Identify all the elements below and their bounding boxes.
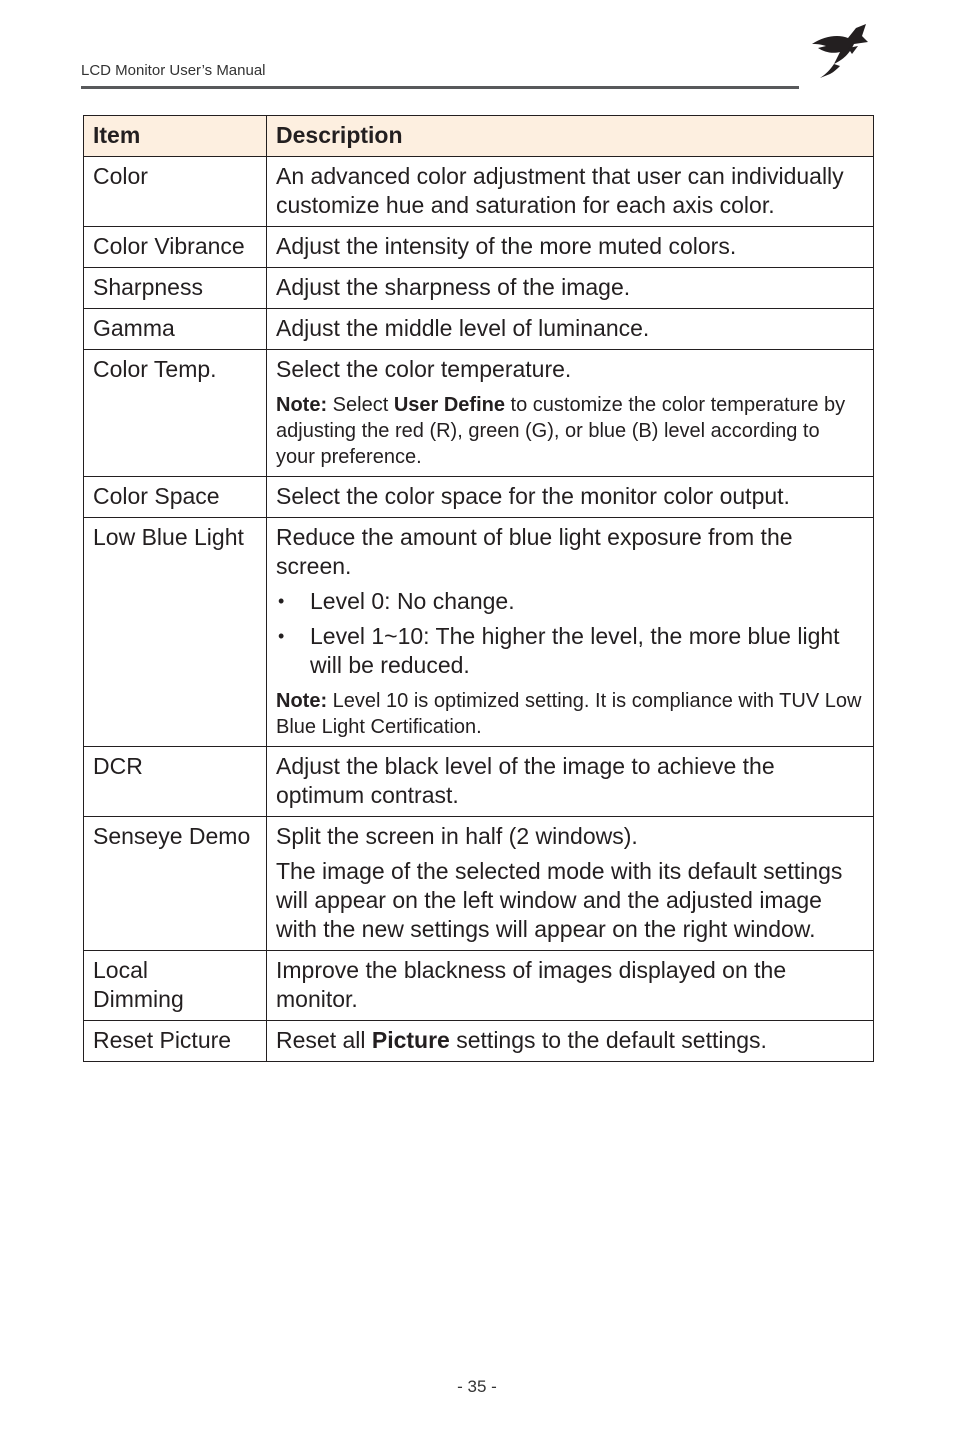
page-number: - 35 - [457,1377,497,1396]
item-cell: Color Space [84,477,267,518]
item-cell [84,951,267,1021]
column-header-description: Description [267,116,874,157]
document-header-title: LCD Monitor User’s Manual [81,62,266,79]
table-header-row [84,116,874,157]
note-text: Level 10 is optimized setting. It is compliance with TUV Low Blue Light Certification. [276,690,862,738]
item-cell: Reset Picture [84,1021,267,1062]
eagle-logo-icon [804,22,872,92]
note-label: Note: [276,690,328,712]
description-text: Reset all [276,1027,372,1053]
table-row [84,1021,874,1062]
description-cell: Improve the blackness of images displayed on the monitor. [267,951,874,1021]
item-cell: Color Vibrance [84,227,267,268]
item-cell: Sharpness [84,268,267,309]
description-text: Select the color temperature. [276,356,572,382]
description-cell [267,1021,874,1062]
item-text: Local [93,957,148,983]
table-row [84,157,874,227]
table-row [84,227,874,268]
table-row [84,477,874,518]
table-row [84,817,874,951]
item-cell: Low Blue Light [84,518,267,747]
note-label: Note: [276,394,328,416]
description-text: Split the screen in half (2 windows). [276,823,638,849]
description-cell: An advanced color adjustment that user can individually customize hue and saturation for each axis color. [267,157,874,227]
description-cell [267,817,874,951]
table-row [84,951,874,1021]
note [276,688,864,740]
table-row [84,350,874,477]
description-text: The image of the selected mode with its default settings will appear on the left window and the adjusted image with the new settings will appear on the right window. [276,858,843,942]
note-text: Select [327,394,394,416]
header-divider [81,86,799,89]
description-cell: Adjust the middle level of luminance. [267,309,874,350]
description-text: Reduce the amount of blue light exposure from the screen. [276,524,793,579]
description-cell: Adjust the intensity of the more muted colors. [267,227,874,268]
description-cell [267,350,874,477]
item-cell: Senseye Demo [84,817,267,951]
column-header-item: Item [84,116,267,157]
item-cell: DCR [84,747,267,817]
note [276,392,864,470]
item-cell: Color Temp. [84,350,267,477]
description-emphasis: Picture [371,1027,450,1053]
table-row [84,309,874,350]
table-row [84,268,874,309]
item-cell: Color [84,157,267,227]
list-item: • Level 1~10: The higher the level, the more blue light will be reduced. [276,622,864,680]
description-cell: Adjust the black level of the image to achieve the optimum contrast. [267,747,874,817]
table-row [84,747,874,817]
aorus-logo [804,22,872,92]
description-cell: Adjust the sharpness of the image. [267,268,874,309]
note-text: to customize the color temperature by adjusting the red (R), green (G), or blue (B) level according to your preference. [276,394,846,468]
item-cell: Gamma [84,309,267,350]
description-text: settings to the default settings. [449,1027,767,1053]
table-row [84,518,874,747]
note-emphasis: User Define [393,394,505,416]
bullet-list [276,587,864,680]
list-item: • Level 0: No change. [276,587,864,616]
item-text: Dimming [93,986,184,1012]
settings-table [83,115,874,1062]
description-cell: Select the color space for the monitor color output. [267,477,874,518]
description-cell [267,518,874,747]
